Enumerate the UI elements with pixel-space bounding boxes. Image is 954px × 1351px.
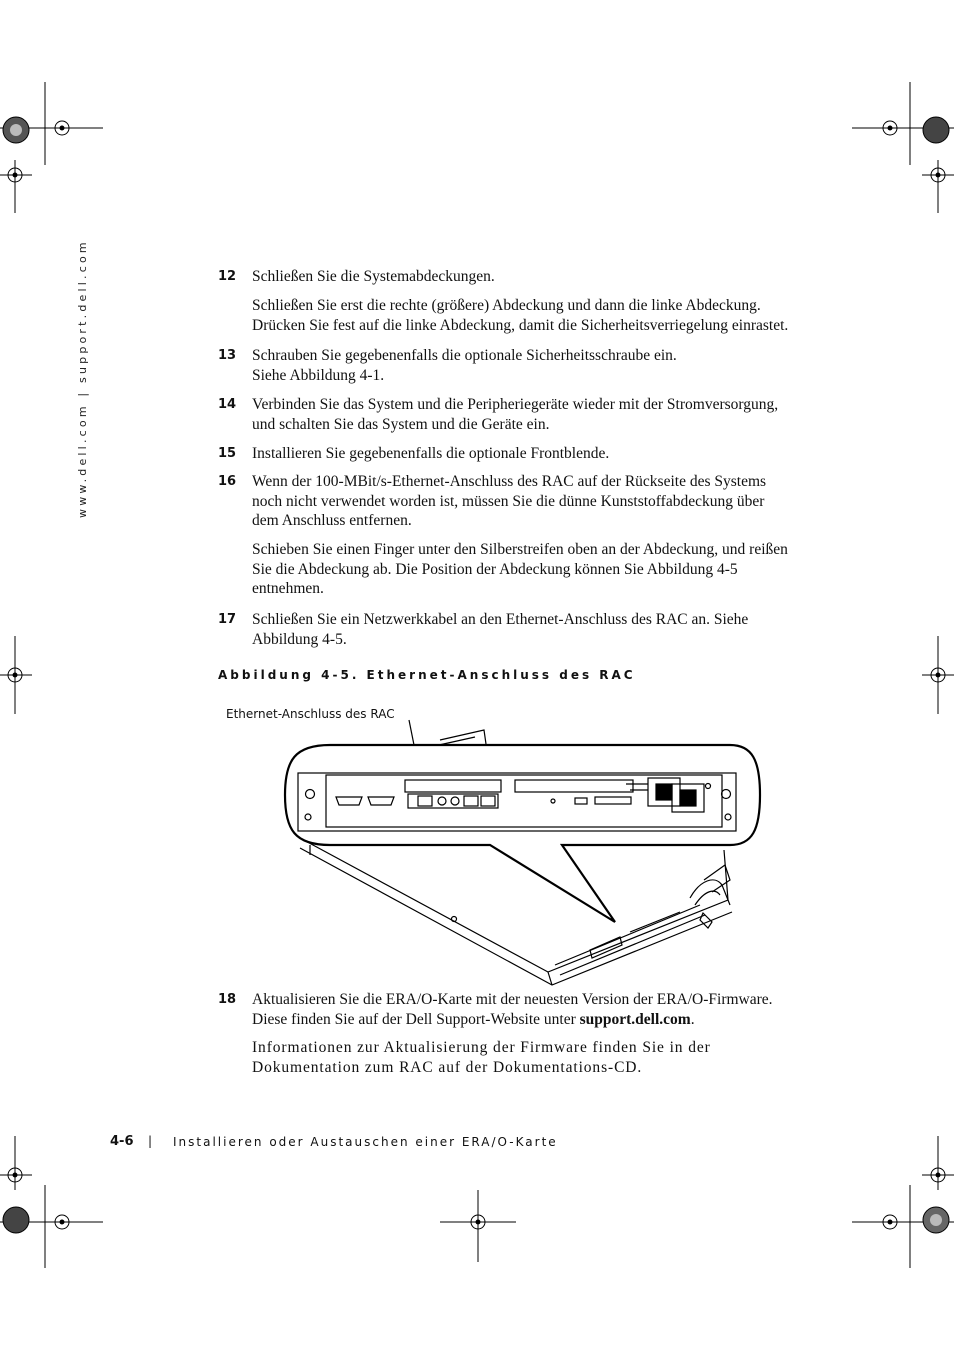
step-text: Installieren Sie gegebenenfalls die optionale Frontblende.: [252, 445, 610, 462]
paragraph-12: Schließen Sie erst die rechte (größere) Abdeckung und dann die linke Abdeckung. Drücken Sie fest auf die linke Abdeckung, damit die Sicherheitsverriegelung einrastet.: [252, 297, 789, 334]
step-text: Schließen Sie ein Netzwerkkabel an den Ethernet-Anschluss des RAC an. Siehe Abbildung 4-5.: [252, 611, 749, 648]
figure-caption: Abbildung 4-5. Ethernet-Anschluss des RAC: [218, 668, 636, 682]
step-number: 13: [218, 348, 237, 363]
figure-callout-label: Ethernet-Anschluss des RAC: [226, 707, 395, 721]
paragraph-16: Schieben Sie einen Finger unter den Silberstreifen oben an der Abdeckung, und reißen Sie die Abdeckung ab. Die Position der Abdeckung können Sie Abbildung 4-5 entnehmen.: [252, 541, 788, 597]
paragraph-18: Informationen zur Aktualisierung der Firmware finden Sie in der Dokumentation zum RAC auf der Dokumentations-CD.: [252, 1039, 711, 1076]
step-text: Schrauben Sie gegebenenfalls die optionale Sicherheitsschraube ein. Siehe Abbildung 4-1.: [252, 347, 677, 384]
step-number: 14: [218, 397, 237, 412]
step-number: 18: [218, 992, 237, 1007]
support-link[interactable]: support.dell.com: [579, 1010, 691, 1028]
step-number: 17: [218, 612, 237, 627]
step-text: Aktualisieren Sie die ERA/O-Karte mit der neuesten Version der ERA/O-Firmware. Diese finden Sie auf der Dell Support-Website unter support.dell.com.: [252, 991, 773, 1028]
step-number: 12: [218, 269, 237, 284]
chapter-title: Installieren oder Austauschen einer ERA/O-Karte: [173, 1135, 558, 1149]
step-number: 16: [218, 474, 237, 489]
step-text: Verbinden Sie das System und die Peripheriegeräte wieder mit der Stromversorgung, und schalten Sie das System und die Geräte ein.: [252, 396, 779, 433]
footer-separator: |: [148, 1134, 153, 1148]
page-number: 4-6: [110, 1134, 134, 1149]
step-text: Schließen Sie die Systemabdeckungen.: [252, 268, 495, 285]
step-text: Wenn der 100-MBit/s-Ethernet-Anschluss des RAC auf der Rückseite des Systems noch nicht verwendet worden ist, müssen Sie die dünne Kunststoffabdeckung über dem Anschluss entfernen.: [252, 473, 767, 529]
side-url: www.dell.com | support.dell.com: [76, 239, 89, 518]
step-number: 15: [218, 446, 237, 461]
